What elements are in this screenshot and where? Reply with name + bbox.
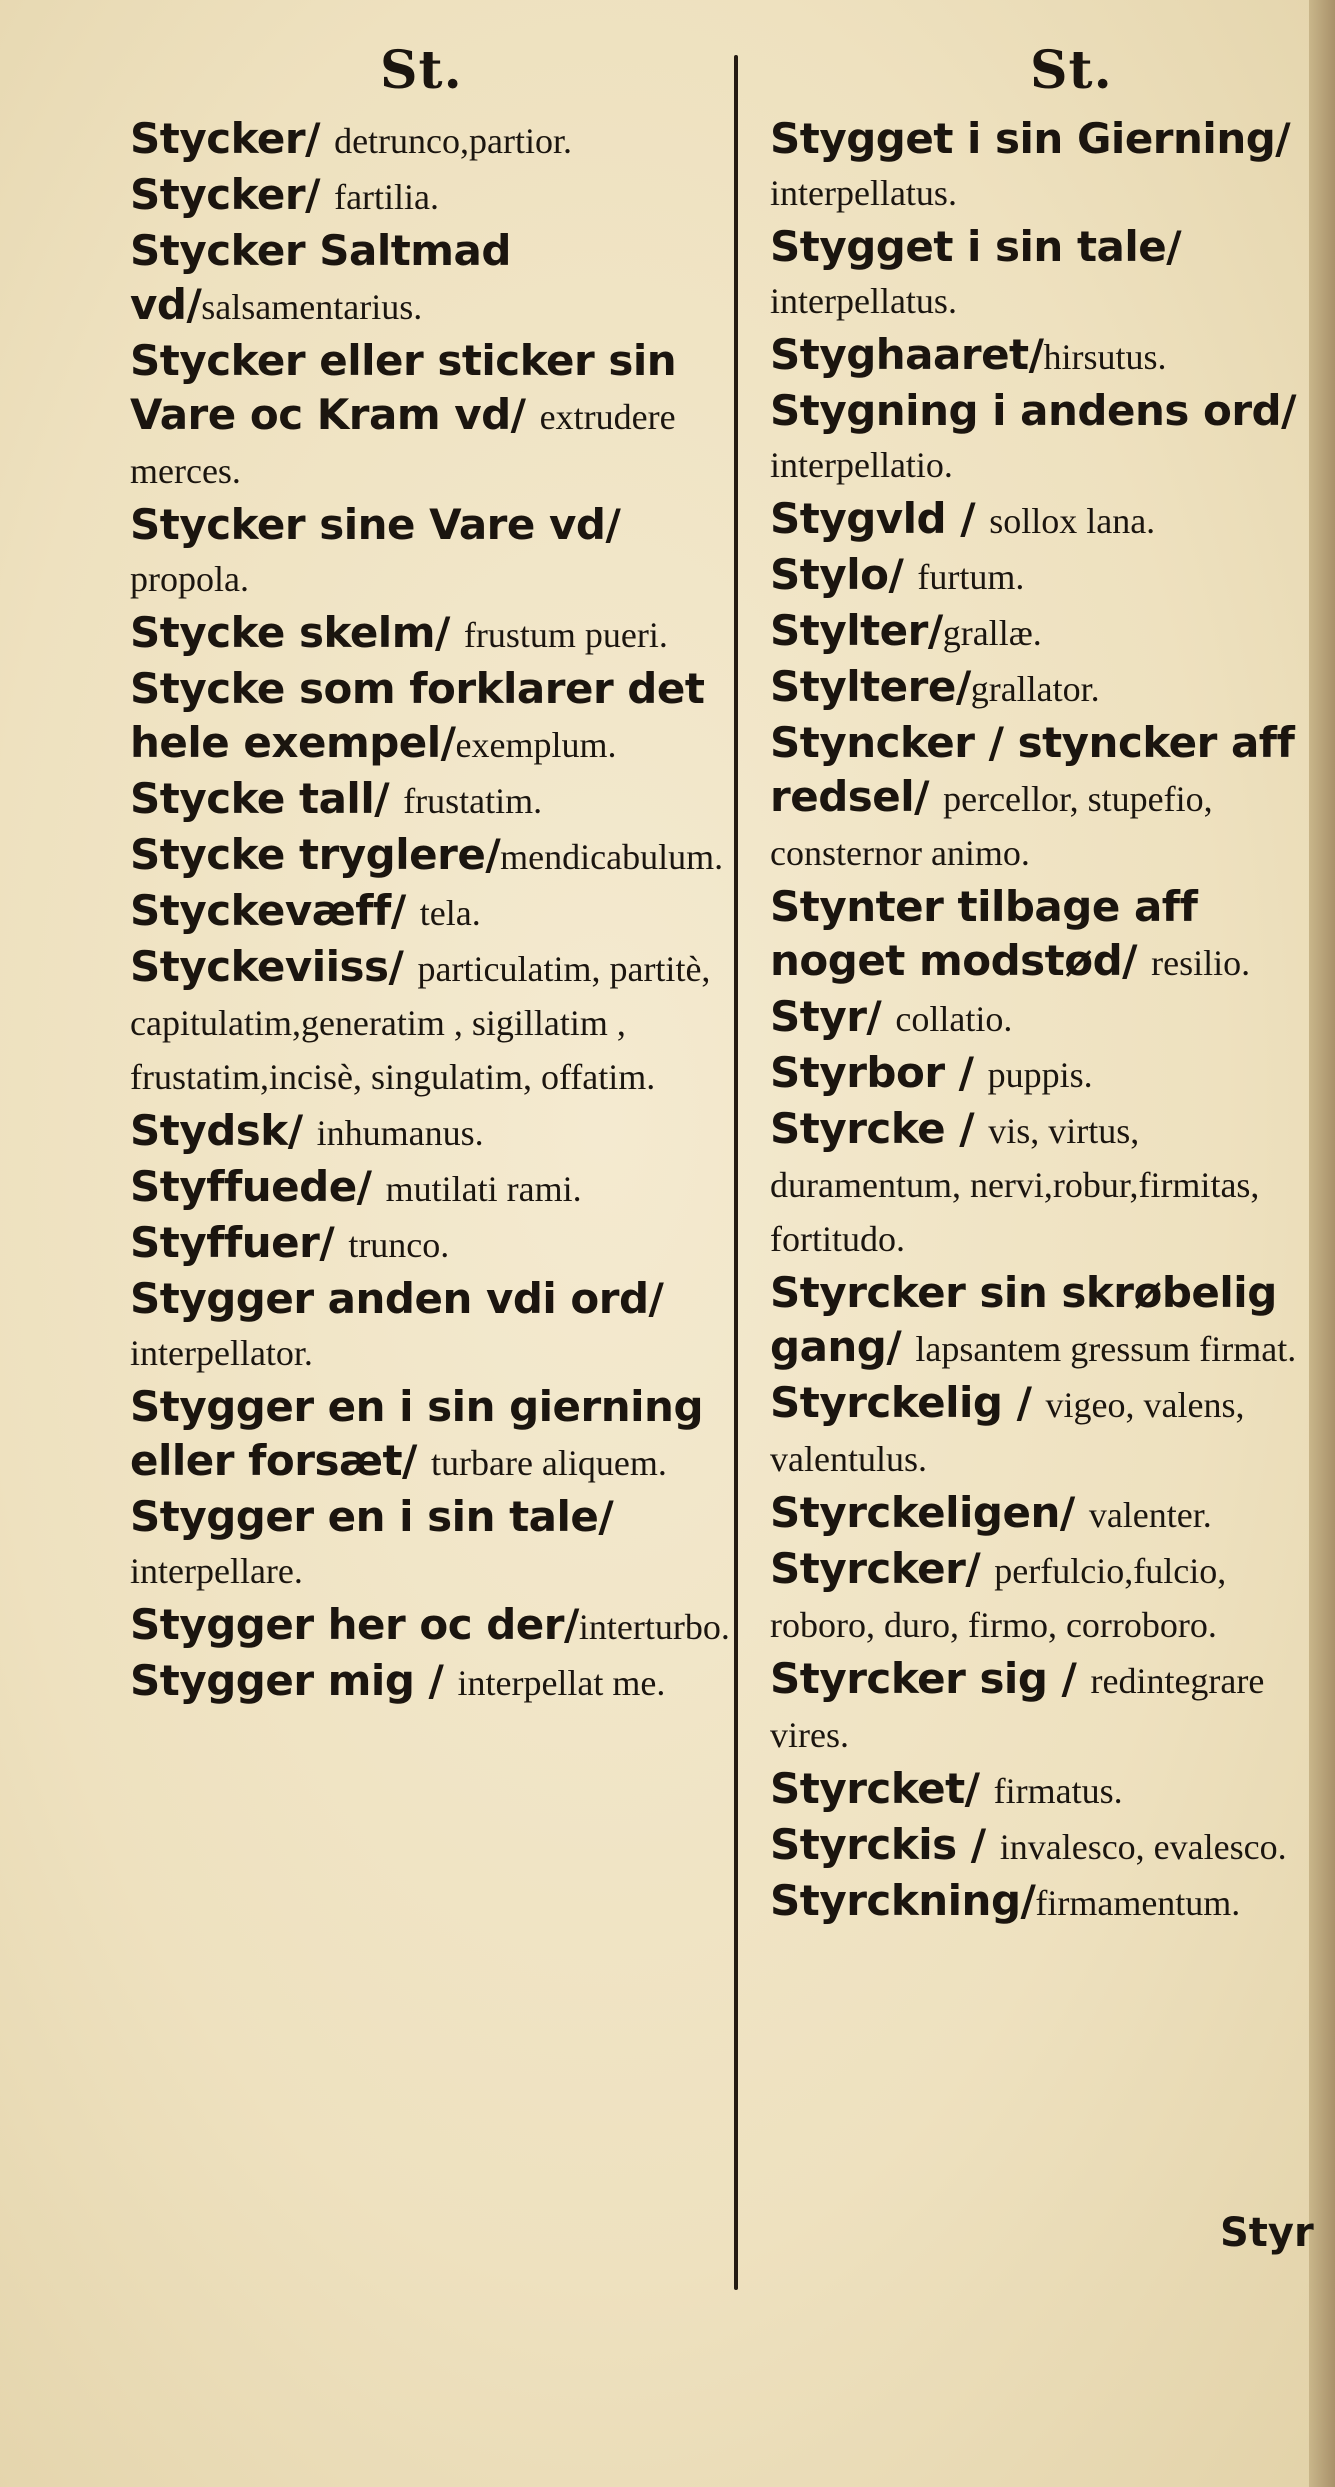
- dictionary-entry: [130, 1104, 730, 1160]
- dictionary-entry: [130, 772, 730, 828]
- entry-gloss: extrudere merces.: [130, 397, 676, 491]
- entry-headword: Stygger anden vdi ord/: [130, 1274, 664, 1323]
- entry-headword: Stydsk/: [130, 1106, 317, 1155]
- entry-gloss: hirsutus.: [1043, 337, 1167, 377]
- dictionary-entry: [130, 1490, 730, 1598]
- dictionary-entry: [770, 1486, 1325, 1542]
- entry-headword: Stycker Saltmad vd/: [130, 226, 511, 329]
- dictionary-entry: [770, 1542, 1325, 1652]
- entry-headword: Styncker / styncker aff redsel/: [770, 718, 1295, 821]
- dictionary-entry: [130, 1598, 730, 1654]
- entry-gloss: interpellator.: [130, 1333, 313, 1373]
- entry-headword: Stycke tall/: [130, 774, 404, 823]
- entry-headword: Stygger her oc der/: [130, 1600, 579, 1649]
- dictionary-entry: [770, 716, 1325, 880]
- entry-gloss: sollox lana.: [989, 501, 1156, 541]
- entry-headword: Stycke tryglere/: [130, 830, 501, 879]
- entry-gloss: interpellat me.: [457, 1663, 666, 1703]
- entry-gloss: propola.: [130, 559, 249, 599]
- entry-headword: Stycker eller sticker sin Vare oc Kram vd/: [130, 336, 677, 439]
- catchword: Styr: [1220, 2210, 1314, 2256]
- entry-gloss: grallæ.: [942, 613, 1042, 653]
- dictionary-entry: [130, 1272, 730, 1380]
- entry-headword: Styrcke /: [770, 1104, 989, 1153]
- entry-gloss: lapsantem gressum firmat.: [915, 1329, 1297, 1369]
- dictionary-entry: [130, 1654, 730, 1710]
- dictionary-entry: [770, 1818, 1325, 1874]
- entry-headword: Stygning i andens ord/: [770, 386, 1296, 435]
- entry-headword: Stylter/: [770, 606, 943, 655]
- dictionary-entry: [770, 660, 1325, 716]
- right-column: [770, 112, 1325, 1930]
- entry-gloss: furtum.: [917, 557, 1025, 597]
- entry-headword: Styghaaret/: [770, 330, 1044, 379]
- entry-headword: Styrcker sig /: [770, 1654, 1091, 1703]
- entry-gloss: frustum pueri.: [463, 615, 668, 655]
- dictionary-entry: [130, 828, 730, 884]
- dictionary-entry: [770, 112, 1325, 220]
- entry-gloss: percellor, stupefio, consternor animo.: [770, 779, 1213, 873]
- entry-gloss: interpellatus.: [770, 173, 957, 213]
- entry-headword: Styr/: [770, 992, 896, 1041]
- entry-headword: Styrcker/: [770, 1544, 995, 1593]
- entry-gloss: vis, virtus, duramentum, nervi,robur,firmitas, fortitudo.: [770, 1111, 1260, 1259]
- dictionary-entry: [770, 880, 1325, 990]
- dictionary-entry: [770, 1652, 1325, 1762]
- entry-gloss: puppis.: [987, 1055, 1093, 1095]
- left-column: [130, 112, 730, 1710]
- dictionary-entry: [130, 1216, 730, 1272]
- dictionary-entry: [770, 548, 1325, 604]
- entry-gloss: salsamentarius.: [201, 287, 423, 327]
- right-running-head: St.: [1030, 40, 1113, 101]
- entry-gloss: firmamentum.: [1035, 1883, 1241, 1923]
- column-divider: [734, 55, 738, 2290]
- entry-headword: Stygget i sin Gierning/: [770, 114, 1291, 163]
- entry-headword: Stygger en i sin gierning eller forsæt/: [130, 1382, 704, 1485]
- dictionary-entry: [770, 384, 1325, 492]
- entry-gloss: interpellatus.: [770, 281, 957, 321]
- entry-gloss: collatio.: [895, 999, 1013, 1039]
- entry-gloss: fartilia.: [334, 177, 440, 217]
- entry-gloss: inhumanus.: [316, 1113, 484, 1153]
- entry-headword: Styrckeligen/: [770, 1488, 1089, 1537]
- entry-headword: Styltere/: [770, 662, 971, 711]
- entry-headword: Stycker sine Vare vd/: [130, 500, 621, 549]
- entry-gloss: redintegrare vires.: [770, 1661, 1265, 1755]
- entry-gloss: particulatim, partitè, capitulatim,generatim , sigillatim , frustatim,incisè, singulatim, offatim.: [130, 949, 711, 1097]
- dictionary-entry: [130, 940, 730, 1104]
- entry-headword: Styffuer/: [130, 1218, 349, 1267]
- entry-headword: Styrckning/: [770, 1876, 1036, 1925]
- entry-gloss: invalesco, evalesco.: [999, 1827, 1287, 1867]
- dictionary-entry: [770, 604, 1325, 660]
- entry-headword: Stycke som forklarer det hele exempel/: [130, 664, 705, 767]
- dictionary-entry: [130, 224, 730, 334]
- dictionary-entry: [770, 990, 1325, 1046]
- entry-headword: Stygget i sin tale/: [770, 222, 1182, 271]
- entry-headword: Styckeviiss/: [130, 942, 418, 991]
- entry-headword: Stynter tilbage aff noget modstød/: [770, 882, 1198, 985]
- entry-gloss: trunco.: [348, 1225, 450, 1265]
- entry-headword: Styckevæff/: [130, 886, 420, 935]
- entry-gloss: frustatim.: [403, 781, 543, 821]
- dictionary-entry: [770, 1046, 1325, 1102]
- entry-headword: Styrcker sin skrøbelig gang/: [770, 1268, 1277, 1371]
- dictionary-entry: [770, 1102, 1325, 1266]
- entry-headword: Styrbor /: [770, 1048, 988, 1097]
- dictionary-entry: [130, 606, 730, 662]
- entry-gloss: interturbo.: [578, 1607, 730, 1647]
- left-running-head: St.: [380, 40, 463, 101]
- entry-headword: Stycker/: [130, 114, 335, 163]
- dictionary-entry: [130, 168, 730, 224]
- dictionary-entry: [770, 1874, 1325, 1930]
- entry-headword: Styffuede/: [130, 1162, 386, 1211]
- entry-gloss: mutilati rami.: [385, 1169, 582, 1209]
- dictionary-entry: [770, 328, 1325, 384]
- entry-gloss: firmatus.: [993, 1771, 1123, 1811]
- entry-gloss: mendicabulum.: [500, 837, 724, 877]
- dictionary-entry: [130, 884, 730, 940]
- entry-headword: Stygvld /: [770, 494, 990, 543]
- entry-gloss: tela.: [419, 893, 481, 933]
- dictionary-entry: [130, 1380, 730, 1490]
- entry-headword: Stycker/: [130, 170, 335, 219]
- dictionary-entry: [770, 220, 1325, 328]
- entry-gloss: valenter.: [1088, 1495, 1212, 1535]
- entry-gloss: grallator.: [970, 669, 1100, 709]
- entry-gloss: detrunco,partior.: [334, 121, 572, 161]
- entry-headword: Stygger mig /: [130, 1656, 458, 1705]
- dictionary-entry: [770, 1376, 1325, 1486]
- dictionary-entry: [770, 492, 1325, 548]
- entry-gloss: turbare aliquem.: [431, 1443, 667, 1483]
- entry-headword: Styrckis /: [770, 1820, 1000, 1869]
- entry-headword: Styrcket/: [770, 1764, 994, 1813]
- dictionary-entry: [130, 498, 730, 606]
- dictionary-entry: [130, 1160, 730, 1216]
- dictionary-entry: [130, 112, 730, 168]
- entry-headword: Stycke skelm/: [130, 608, 464, 657]
- dictionary-entry: [770, 1762, 1325, 1818]
- dictionary-entry: [130, 334, 730, 498]
- dictionary-entry: [130, 662, 730, 772]
- entry-gloss: resilio.: [1151, 943, 1251, 983]
- entry-headword: Stylo/: [770, 550, 918, 599]
- entry-headword: Stygger en i sin tale/: [130, 1492, 614, 1541]
- entry-headword: Styrckelig /: [770, 1378, 1046, 1427]
- entry-gloss: vigeo, valens, valentulus.: [770, 1385, 1245, 1479]
- entry-gloss: interpellatio.: [770, 445, 953, 485]
- entry-gloss: perfulcio,fulcio, roboro, duro, firmo, corroboro.: [770, 1551, 1227, 1645]
- dictionary-entry: [770, 1266, 1325, 1376]
- entry-gloss: interpellare.: [130, 1551, 303, 1591]
- entry-gloss: exemplum.: [455, 725, 617, 765]
